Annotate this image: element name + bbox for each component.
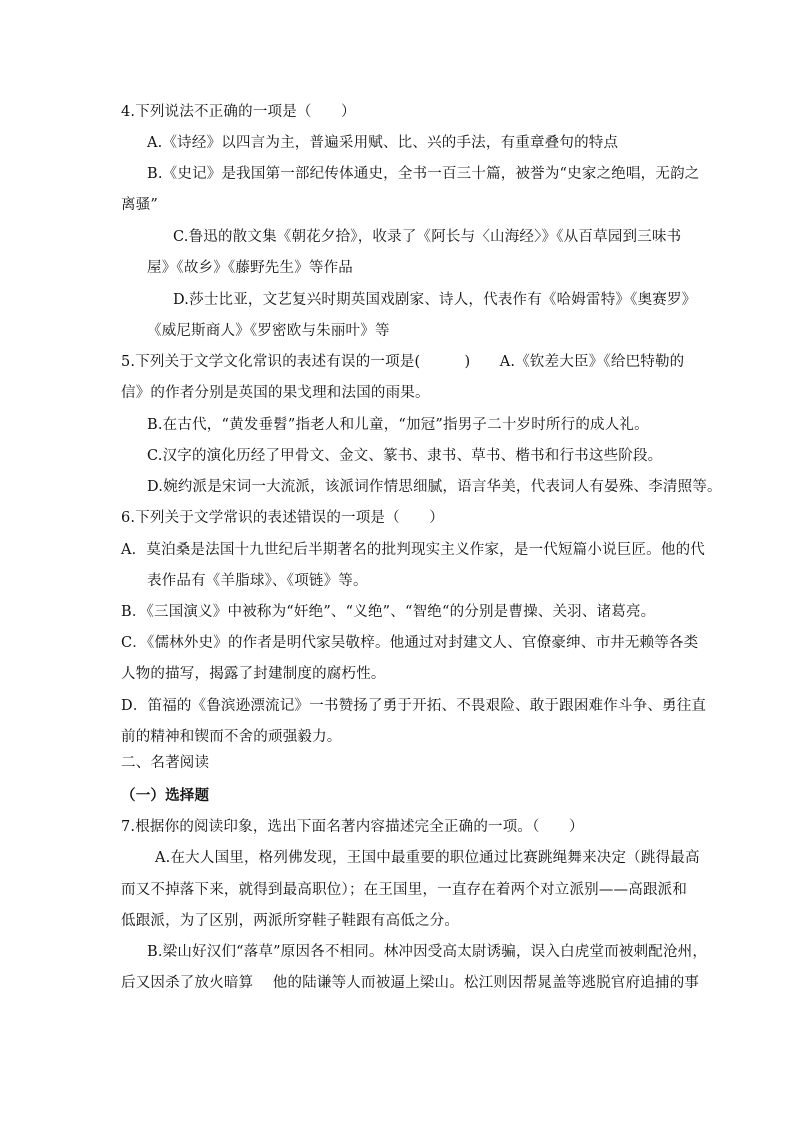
q7-option-b-line2: 后又因杀了放火暗算 他的陆谦等人而被逼上梁山。松江则因帮晁盖等逃脱官府追捕的事 [121,975,700,991]
q4-option-b-line2: 离骚” [121,197,159,213]
q6-option-d-line1: D．笛福的《鲁滨逊漂流记》一书赞扬了勇于开拓、不畏艰险、敢于跟困难作斗争、勇往直 [121,698,707,714]
q6-option-d-line2: 前的精神和锲而不舍的顽强毅力。 [121,729,342,745]
q5-stem-line1: 5.下列关于文学文化常识的表述有误的一项是( ) A.《钦差大臣》《给巴特勒的 [121,354,685,370]
q6-option-a-line1: A．莫泊桑是法国十九世纪后半期著名的批判现实主义作家，是一代短篇小说巨匠。他的代 [121,542,705,558]
q4-option-c-line2: 屋》《故乡》《藤野先生》等作品 [147,260,353,276]
section-subtitle: （一）选择题 [121,787,210,804]
q5-option-d: D.婉约派是宋词一大流派，该派词作情思细腻，语言华美，代表词人有晏殊、李清照等。 [147,479,722,495]
section-title: 二、名著阅读 [121,755,210,771]
q7-option-a-line1: A.在大人国里，格列佛发现，王国中最重要的职位通过比赛跳绳舞来决定（跳得最高 [155,850,700,866]
q4-option-a: A.《诗经》以四言为主，普遍采用赋、比、兴的手法，有重章叠句的特点 [147,135,619,151]
q4-option-d-line1: D.莎士比亚，文艺复兴时期英国戏剧家、诗人，代表作有《哈姆雷特》《奥赛罗》 [173,292,697,308]
q5-stem-line2: 信》的作者分别是英国的果戈理和法国的雨果。 [121,385,430,401]
q6-option-c-line1: C．《儒林外史》的作者是明代家吴敬梓。他通过对封建文人、官僚豪绅、市井无赖等各类 [121,635,699,651]
q5-option-c: C.汉字的演化历经了甲骨文、金文、篆书、隶书、草书、楷书和行书这些阶段。 [147,448,663,464]
q4-option-c-line1: C.鲁迅的散文集《朝花夕拾》，收录了《阿长与〈山海经〉》《从百草园到三味书 [173,229,682,245]
q7-option-a-line2: 而又不掉落下来，就得到最高职位）；在王国里，一直存在着两个对立派别——高跟派和 [121,882,688,898]
q6-option-a-line2: 表作品有《羊脂球》、《项链》等。 [147,573,368,589]
q6-stem: 6.下列关于文学常识的表述错误的一项是（ ） [121,510,444,526]
q5-option-b: B.在古代，“黄发垂髫”指老人和儿童，“加冠”指男子二十岁时所行的成人礼。 [147,417,649,433]
q7-stem: 7.根据你的阅读印象，选出下面名著内容描述完全正确的一项。（ ） [121,819,584,835]
q7-option-b-line1: B.梁山好汉们“落草”原因各不相同。林冲因受高太尉诱骗，误入白虎堂而被刺配沧州， [147,944,708,960]
q4-option-d-line2: 《威尼斯商人》《罗密欧与朱丽叶》等 [147,323,390,339]
q7-option-a-line3: 低跟派，为了区别，两派所穿鞋子鞋跟有高低之分。 [121,913,460,929]
q4-option-b-line1: B.《史记》是我国第一部纪传体通史，全书一百三十篇，被誉为“史家之绝唱，无韵之 [147,166,700,182]
q4-stem: 4.下列说法不正确的一项是（ ） [121,104,356,120]
q6-option-c-line2: 人物的描写，揭露了封建制度的腐朽性。 [121,666,386,682]
q6-option-b: B．《三国演义》中被称为“奸绝”、“义绝”、“智绝“的分别是曹操、关羽、诸葛亮。 [121,604,656,620]
